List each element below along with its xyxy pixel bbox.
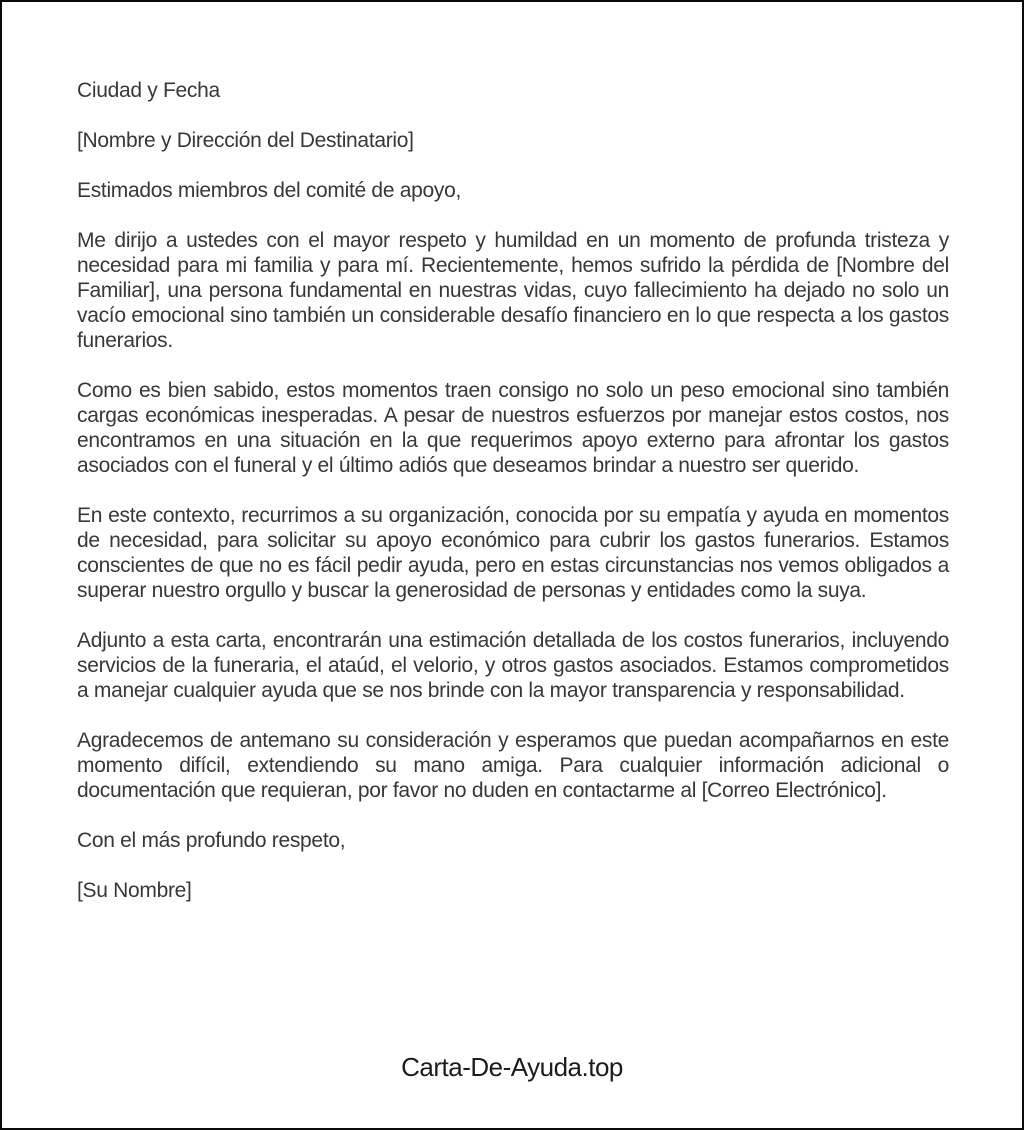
date-line: Ciudad y Fecha	[77, 79, 220, 102]
salutation-line: Estimados miembros del comité de apoyo,	[77, 179, 461, 202]
signature-placeholder: [Su Nombre]	[77, 879, 192, 902]
paragraph-introduction: Me dirijo a ustedes con el mayor respeto y humildad en un momento de profunda tristeza y necesidad para mi familia y para mí. Recientemente, hemos sufrido la pérdida de [Nombre del Familiar], una persona fundamental en nuestras vidas, cuyo fallecimiento ha dejado no solo un vacío emocional sino también un considerable desafío financiero en lo que respecta a los gastos funerarios.	[77, 229, 949, 352]
paragraph-economic-burden: Como es bien sabido, estos momentos traen consigo no solo un peso emocional sino también cargas económicas inesperadas. A pesar de nuestros esfuerzos por manejar estos costos, nos encontramos en una situación en la que requerimos apoyo externo para afrontar los gastos asociados con el funeral y el último adiós que deseamos brindar a nuestro ser querido.	[77, 379, 949, 477]
letter-body	[77, 78, 949, 928]
paragraph-thanks-and-contact: Agradecemos de antemano su consideración y esperamos que puedan acompañarnos en este momento difícil, extendiendo su mano amiga. Para cualquier información adicional o documentación que requieran, por favor no duden en contactarme al [Correo Electrónico].	[77, 729, 949, 802]
paragraph-attached-estimate: Adjunto a esta carta, encontrarán una estimación detallada de los costos funerarios, incluyendo servicios de la funeraria, el ataúd, el velorio, y otros gastos asociados. Estamos comprometidos a manejar cualquier ayuda que se nos brinde con la mayor transparencia y responsabilidad.	[77, 629, 949, 702]
recipient-placeholder-line: [Nombre y Dirección del Destinatario]	[77, 129, 414, 152]
closing-line: Con el más profundo respeto,	[77, 829, 346, 852]
paragraph-request-for-support: En este contexto, recurrimos a su organización, conocida por su empatía y ayuda en momentos de necesidad, para solicitar su apoyo económico para cubrir los gastos funerarios. Estamos conscientes de que no es fácil pedir ayuda, pero en estas circunstancias nos vemos obligados a superar nuestro orgullo y buscar la generosidad de personas y entidades como la suya.	[77, 504, 949, 602]
site-watermark: Carta-De-Ayuda.top	[401, 1052, 623, 1082]
